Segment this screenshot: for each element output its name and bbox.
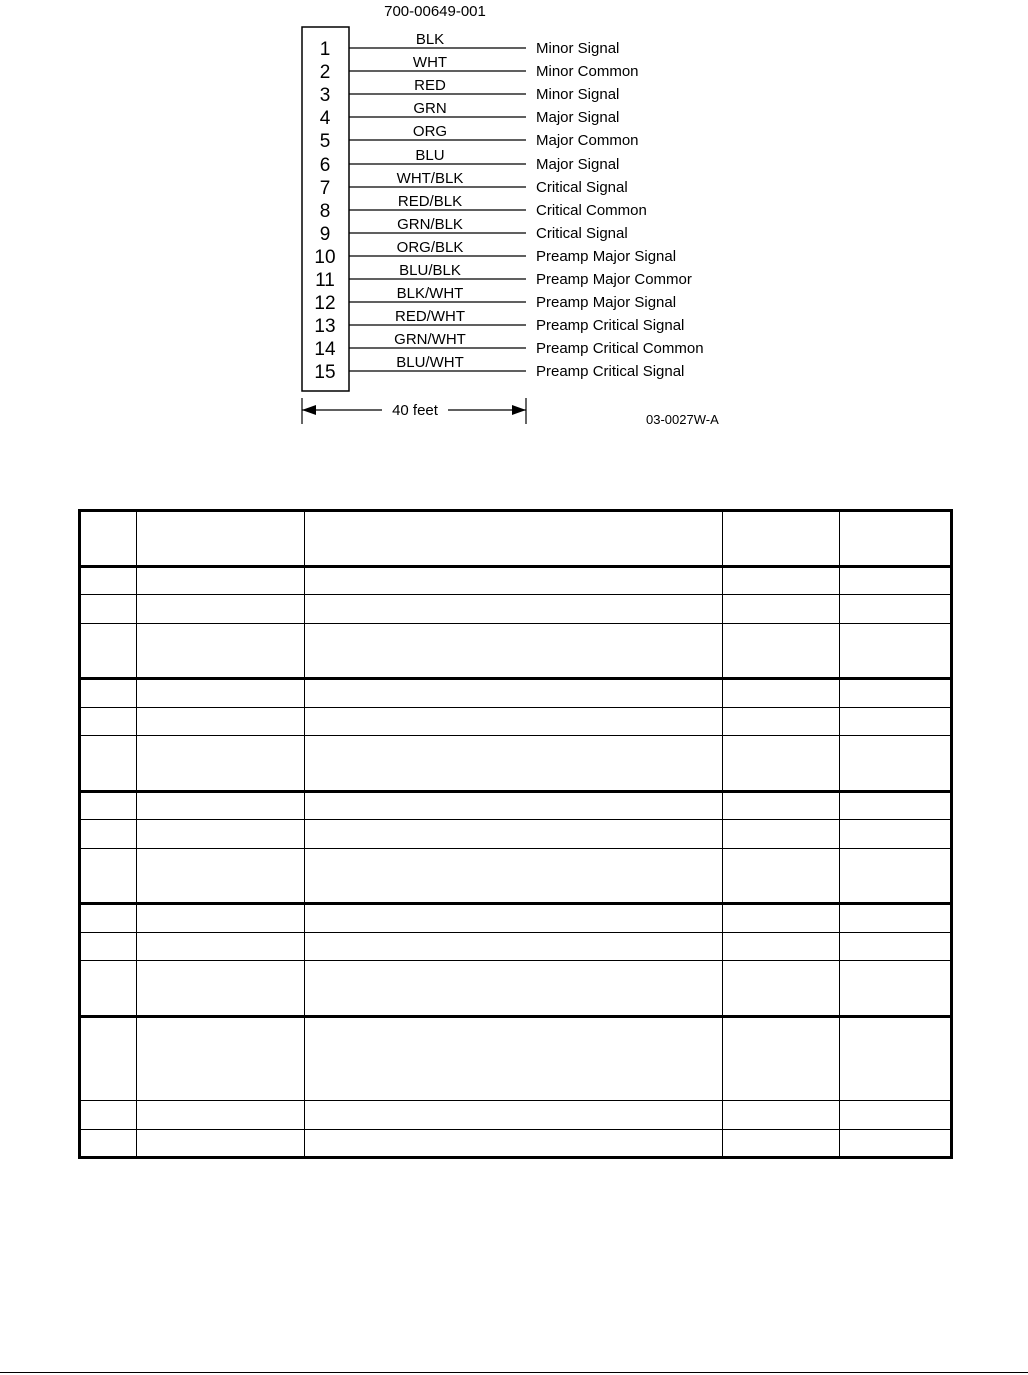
table-cell	[723, 707, 840, 735]
part-number: 700-00649-001	[384, 3, 486, 20]
table-cell	[305, 679, 723, 707]
table-cell	[723, 736, 840, 792]
table-row	[80, 791, 952, 819]
table-cell	[723, 1101, 840, 1129]
table-cell	[840, 848, 952, 904]
pin-number: 15	[314, 362, 336, 383]
signal-label: Major Common	[536, 132, 639, 149]
pin-row	[320, 216, 628, 245]
table-cell	[137, 1016, 305, 1100]
table-row	[80, 623, 952, 679]
pin-row	[314, 239, 676, 268]
table-cell	[723, 1016, 840, 1100]
wire-color-label: RED/WHT	[395, 308, 465, 325]
pin-row	[320, 170, 628, 199]
table-cell	[305, 904, 723, 932]
pin-number: 1	[319, 39, 331, 60]
figure-id: 03-0027W-A	[646, 412, 719, 427]
signal-label: Preamp Major Signal	[536, 248, 677, 265]
table-cell	[80, 623, 137, 679]
signal-label: Preamp Critical Signal	[536, 317, 685, 334]
table-cell	[723, 961, 840, 1017]
table-cell	[137, 566, 305, 594]
table-cell	[305, 1101, 723, 1129]
pin-number: 9	[319, 224, 331, 245]
table-cell	[137, 791, 305, 819]
table-cell	[137, 961, 305, 1017]
table-cell	[80, 707, 137, 735]
pin-row	[320, 147, 620, 176]
table-cell	[305, 595, 723, 623]
pin-row	[314, 331, 703, 360]
pin-row	[320, 77, 620, 106]
pin-row	[314, 354, 684, 383]
table-cell	[137, 820, 305, 848]
pin-number: 4	[319, 108, 331, 129]
signal-label: Major Signal	[536, 109, 620, 126]
table-cell	[80, 595, 137, 623]
table-row	[80, 679, 952, 707]
table-cell	[137, 679, 305, 707]
table-cell	[305, 848, 723, 904]
table-row	[80, 707, 952, 735]
signal-label: Critical Signal	[536, 179, 628, 196]
table-row	[80, 848, 952, 904]
table-cell	[137, 707, 305, 735]
table-cell	[80, 736, 137, 792]
pin-number: 11	[315, 270, 335, 291]
table-cell	[80, 1016, 137, 1100]
signal-label: Critical Common	[536, 202, 647, 219]
table-cell	[80, 904, 137, 932]
table-cell	[840, 820, 952, 848]
table-cell	[840, 679, 952, 707]
signal-label: Preamp Critical Common	[536, 340, 704, 357]
wire-color-label: BLK/WHT	[396, 285, 464, 302]
table-cell	[305, 623, 723, 679]
table-row	[80, 736, 952, 792]
table-cell	[723, 791, 840, 819]
table-cell	[723, 820, 840, 848]
table-cell	[840, 791, 952, 819]
pin-row	[315, 262, 692, 291]
table-cell	[80, 511, 137, 567]
table-cell	[80, 791, 137, 819]
table-cell	[80, 820, 137, 848]
table-cell	[305, 511, 723, 567]
table-cell	[723, 623, 840, 679]
table-cell	[840, 1101, 952, 1129]
table-row	[80, 904, 952, 932]
table-cell	[723, 1129, 840, 1158]
table-cell	[80, 1101, 137, 1129]
pin-row	[320, 31, 620, 60]
table-cell	[723, 904, 840, 932]
signal-label: Minor Common	[536, 63, 639, 80]
table-cell	[80, 961, 137, 1017]
table-cell	[840, 904, 952, 932]
pin-number: 3	[319, 85, 331, 106]
table-cell	[840, 707, 952, 735]
length-label: 40 feet	[392, 402, 438, 419]
table-cell	[840, 1016, 952, 1100]
table-cell	[80, 566, 137, 594]
table-cell	[80, 679, 137, 707]
table-row	[80, 961, 952, 1017]
wire-color-label: WHT	[412, 54, 448, 71]
arrow-right-icon	[512, 405, 526, 415]
pin-row	[320, 54, 639, 83]
wire-color-label: BLU	[415, 147, 445, 164]
table-cell	[305, 961, 723, 1017]
arrow-left-icon	[302, 405, 316, 415]
table-cell	[723, 511, 840, 567]
pin-row	[314, 285, 676, 314]
table-cell	[723, 566, 840, 594]
wire-color-label: RED/BLK	[397, 193, 463, 210]
table-row	[80, 820, 952, 848]
table-cell	[305, 1016, 723, 1100]
wire-color-label: RED	[414, 77, 446, 94]
table-cell	[305, 820, 723, 848]
table-cell	[137, 736, 305, 792]
pin-number: 6	[319, 155, 331, 176]
table-row	[80, 595, 952, 623]
cable-pinout-diagram	[0, 0, 1028, 440]
wire-color-label: GRN/WHT	[394, 331, 466, 348]
signal-label: Preamp Major Commor	[536, 271, 692, 288]
pin-number: 5	[319, 131, 331, 152]
wire-color-label: ORG	[412, 123, 448, 140]
table-row	[80, 1016, 952, 1100]
table-cell	[723, 848, 840, 904]
table-cell	[840, 961, 952, 1017]
wire-color-label: ORG/BLK	[396, 239, 464, 256]
cable-length-dimension	[302, 398, 526, 424]
table-cell	[723, 932, 840, 960]
wire-color-label: GRN	[413, 100, 447, 117]
pin-number: 10	[314, 247, 336, 268]
table-cell	[840, 566, 952, 594]
signal-label: Minor Signal	[536, 40, 620, 57]
pin-number: 13	[314, 316, 336, 337]
pin-number: 14	[314, 339, 336, 360]
pin-row	[320, 100, 620, 129]
table-cell	[305, 566, 723, 594]
signal-label: Preamp Critical Signal	[536, 363, 685, 380]
table-cell	[137, 904, 305, 932]
wire-color-label: BLK	[415, 31, 445, 48]
pin-rows	[314, 31, 703, 383]
pin-row	[320, 193, 647, 222]
pinout-table	[78, 509, 953, 1159]
pin-number: 12	[314, 293, 336, 314]
table-cell	[80, 1129, 137, 1158]
table-cell	[80, 932, 137, 960]
table-cell	[840, 511, 952, 567]
signal-label: Critical Signal	[536, 225, 628, 242]
signal-label: Minor Signal	[536, 86, 620, 103]
table-cell	[80, 848, 137, 904]
table-cell	[305, 932, 723, 960]
pin-row	[320, 123, 639, 152]
pin-number: 2	[319, 62, 331, 83]
table-header-row	[80, 511, 952, 567]
table-cell	[723, 679, 840, 707]
wire-color-label: GRN/BLK	[397, 216, 463, 233]
table-cell	[305, 707, 723, 735]
table-cell	[840, 736, 952, 792]
table-cell	[840, 1129, 952, 1158]
signal-label: Preamp Major Signal	[536, 294, 677, 311]
wire-color-label: WHT/BLK	[396, 170, 464, 187]
table-cell	[137, 848, 305, 904]
table-cell	[840, 932, 952, 960]
wire-color-label: BLU/WHT	[396, 354, 464, 371]
pin-number: 7	[319, 178, 331, 199]
table-cell	[137, 511, 305, 567]
table-cell	[137, 1129, 305, 1158]
table-cell	[305, 791, 723, 819]
table-row	[80, 566, 952, 594]
table-cell	[137, 623, 305, 679]
table-cell	[137, 1101, 305, 1129]
wire-color-label: BLU/BLK	[399, 262, 461, 279]
table-cell	[305, 1129, 723, 1158]
table-cell	[840, 623, 952, 679]
table-row	[80, 1101, 952, 1129]
footer-rule	[0, 1372, 1028, 1373]
table-row	[80, 932, 952, 960]
pin-row	[314, 308, 684, 337]
pin-number: 8	[319, 201, 331, 222]
table-row	[80, 1129, 952, 1158]
table-cell	[723, 595, 840, 623]
table-cell	[137, 932, 305, 960]
table-cell	[305, 736, 723, 792]
signal-label: Major Signal	[536, 156, 620, 173]
table-cell	[840, 595, 952, 623]
table-cell	[137, 595, 305, 623]
